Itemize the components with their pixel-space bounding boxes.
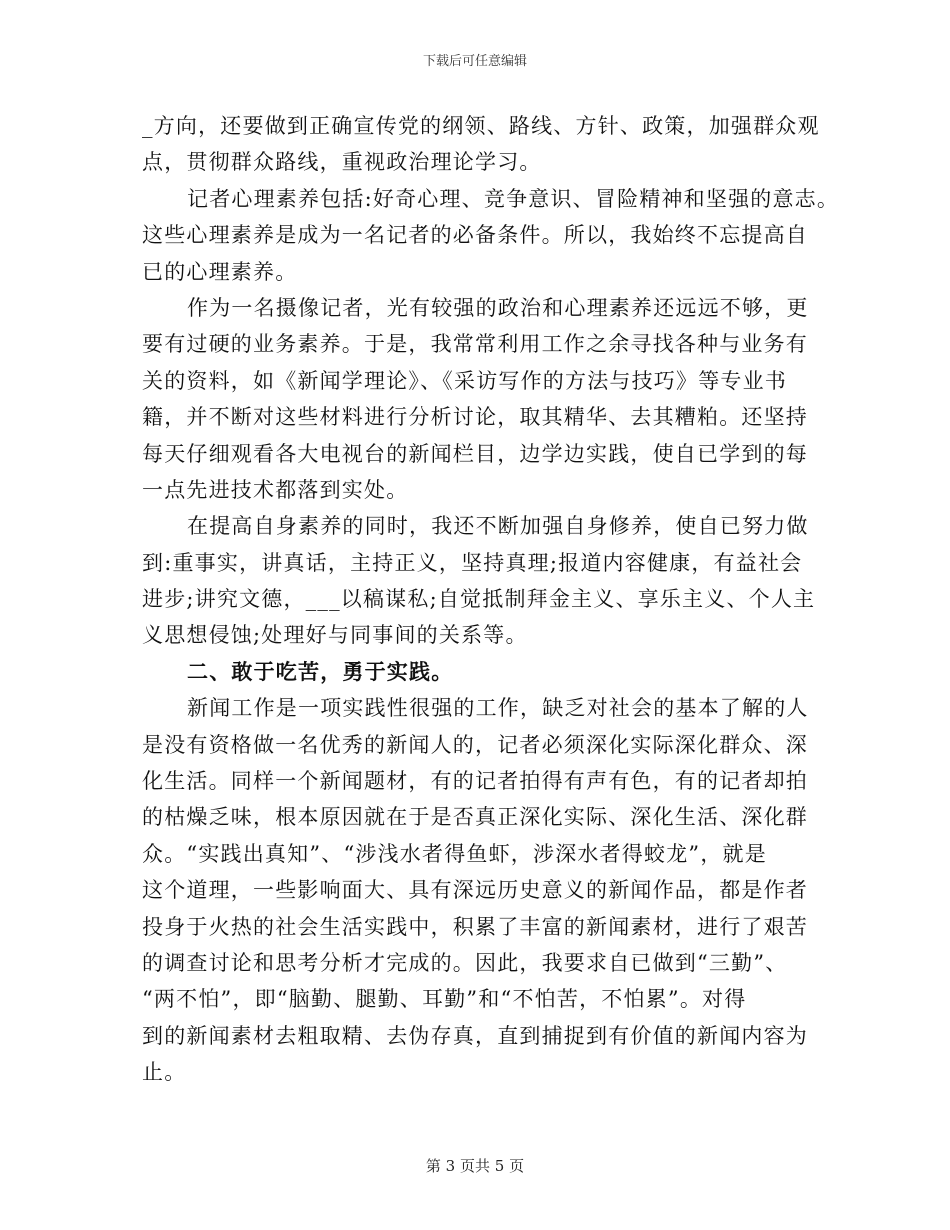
text-line: 的调查讨论和思考分析才完成的。因此，我要求自已做到“三勤”、 [142, 950, 788, 975]
section-heading: 二、敢于吃苦，勇于实践。 [187, 658, 454, 684]
paragraph-start: 记者心理素养包括:好奇心理、竞争意识、冒险精神和坚强的意志。 [187, 186, 840, 211]
text-line: 进步;讲究文德，___以稿谋私;自觉抵制拜金主义、享乐主义、个人主 [142, 587, 816, 612]
text-line: 是没有资格做一名优秀的新闻人的，记者必须深化实际深化群众、深 [142, 732, 808, 757]
text-line: 止。 [142, 1060, 187, 1085]
text-line: 已的心理素养。 [142, 259, 298, 284]
text-line: 到的新闻素材去粗取精、去伪存真，直到捕捉到有价值的新闻内容为 [142, 1023, 808, 1048]
text-line: 籍，并不断对这些材料进行分析讨论，取其精华、去其糟粕。还坚持 [142, 405, 808, 430]
text-line: 关的资料，如《新闻学理论》、《采访写作的方法与技巧》等专业书 [142, 368, 787, 393]
text-line: 投身于火热的社会生活实践中，积累了丰富的新闻素材，进行了艰苦 [142, 914, 808, 939]
text-line: 化生活。同样一个新闻题材，有的记者拍得有声有色，有的记者却拍 [142, 769, 808, 794]
page-header: 下载后可任意编辑 [422, 54, 527, 69]
text-line: 点，贯彻群众路线，重视政治理论学习。 [142, 150, 542, 175]
paragraph-start: 在提高自身素养的同时，我还不断加强自身修养，使自已努力做 [187, 514, 809, 539]
text-line: 要有过硬的业务素养。于是，我常常利用工作之余寻找各种与业务有 [142, 332, 808, 357]
document-body [142, 108, 840, 1091]
text-line: “两不怕”，即“脑勤、腿勤、耳勤”和“不怕苦，不怕累”。对得 [142, 987, 747, 1012]
text-line: _方向，还要做到正确宣传党的纲领、路线、方针、政策，加强群众观 [142, 114, 820, 138]
text-line: 这个道理，一些影响面大、具有深远历史意义的新闻作品，都是作者 [142, 878, 808, 903]
paragraph-start: 作为一名摄像记者，光有较强的政治和心理素养还远远不够，更 [187, 295, 809, 320]
text-line: 众。“实践出真知”、“涉浅水者得鱼虾，涉深水者得蛟龙”，就是 [142, 841, 767, 866]
paragraph-start: 新闻工作是一项实践性很强的工作，缺乏对社会的基本了解的人 [187, 696, 809, 721]
text-line: 义思想侵蚀;处理好与同事间的关系等。 [142, 623, 528, 648]
text-line: 到:重事实，讲真话，主持正义，坚持真理;报道内容健康，有益社会 [142, 550, 803, 575]
text-line: 这些心理素养是成为一名记者的必备条件。所以，我始终不忘提高自 [142, 223, 808, 248]
text-line: 的枯燥乏味，根本原因就在于是否真正深化实际、深化生活、深化群 [142, 805, 808, 830]
text-line: 一点先进技术都落到实处。 [142, 477, 409, 502]
text-line: 每天仔细观看各大电视台的新闻栏目，边学边实践，使自已学到的每 [142, 441, 808, 466]
page-number: 第 3 页共 5 页 [425, 1157, 525, 1175]
